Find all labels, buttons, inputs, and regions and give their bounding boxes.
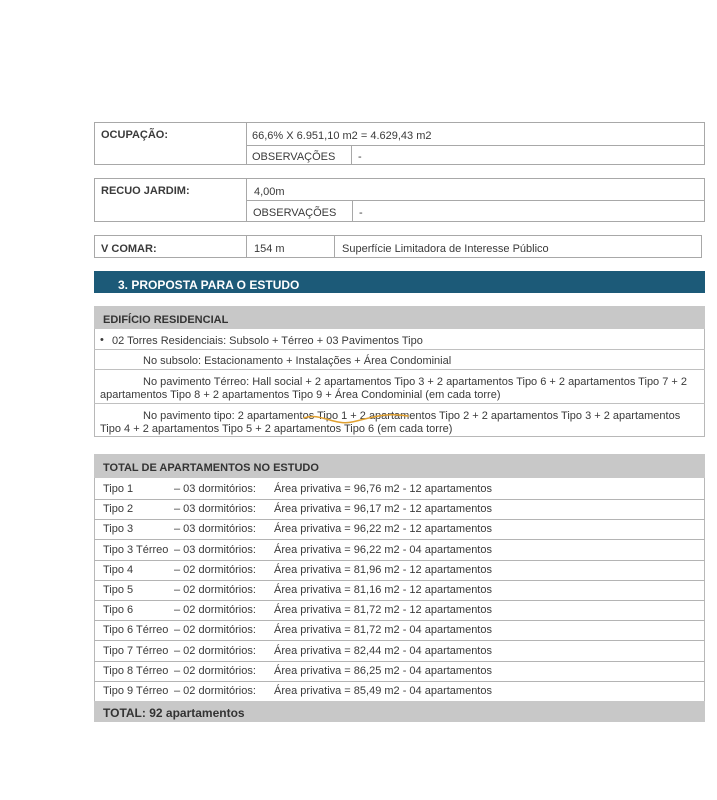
row-tipo: Tipo 2 [103,503,134,516]
table-row [94,479,705,500]
row-dormitorios: – 02 dormitórios: [174,584,256,596]
edificio-row-divider-2 [94,369,705,370]
total-footer [94,701,705,722]
row-dormitorios: – 03 dormitórios: [174,543,256,556]
comar-description: Superfície Limitadora de Interesse Público [342,243,549,255]
row-tipo: Tipo 6 [103,604,134,617]
comar-value: 154 m [254,243,285,255]
annotation-underline-icon [300,408,420,430]
row-dormitorios: – 02 dormitórios: [174,644,256,657]
row-area: Área privativa = 96,17 m2 - 12 apartamentos [274,503,492,516]
recuo-obs-label: OBSERVAÇÕES [253,207,337,219]
row-area: Área privativa = 81,72 m2 - 12 apartamentos [274,604,492,617]
ocupacao-divider [246,122,247,165]
ocupacao-obs-divider [351,145,352,165]
row-dormitorios: – 02 dormitórios: [174,685,256,697]
table-row [94,580,705,601]
row-area: Área privativa = 85,49 m2 - 04 apartamentos [274,685,492,697]
ocupacao-value: 66,6% X 6.951,10 m2 = 4.629,43 m2 [252,130,432,142]
comar-divider-2 [334,235,335,258]
edificio-header [94,306,705,329]
comar-divider-1 [246,235,247,258]
row-tipo: Tipo 7 Térreo [103,644,169,657]
row-tipo: Tipo 3 Térreo [103,543,169,556]
recuo-obs-value: - [359,207,363,219]
row-area: Área privativa = 96,22 m2 - 12 apartamentos [274,523,492,536]
table-row [94,560,705,581]
row-dormitorios: – 03 dormitórios: [174,503,256,516]
comar-label: V COMAR: [101,243,157,255]
row-area: Área privativa = 96,22 m2 - 04 apartamentos [274,543,492,556]
annotation-stroke [304,415,408,423]
row-tipo: Tipo 3 [103,523,134,536]
edificio-line-4b: Tipo 4 + 2 apartamentos Tipo 5 + 2 apartamentos Tipo 6 (em cada torre) [100,423,453,435]
row-tipo: Tipo 6 Térreo [103,624,169,637]
ocupacao-obs-label: OBSERVAÇÕES [252,151,336,163]
edificio-bullet: • [100,334,104,346]
edificio-line-2: No subsolo: Estacionamento + Instalações + Área Condominial [143,355,452,367]
row-tipo: Tipo 5 [103,584,134,596]
row-area: Área privativa = 81,96 m2 - 12 apartamentos [274,563,492,576]
row-dormitorios: – 02 dormitórios: [174,563,256,576]
section-banner [94,271,705,293]
row-tipo: Tipo 8 Térreo [103,664,169,677]
recuo-obs-divider [352,200,353,222]
ocupacao-row-divider [246,145,705,146]
table-row [94,519,705,540]
row-area: Área privativa = 96,76 m2 - 12 apartamentos [274,483,492,495]
edificio-line-1: 02 Torres Residenciais: Subsolo + Térreo + 03 Pavimentos Tipo [112,335,423,347]
edificio-header-label: EDIFÍCIO RESIDENCIAL [103,314,229,326]
row-area: Área privativa = 82,44 m2 - 04 apartamentos [274,644,492,657]
row-dormitorios: – 02 dormitórios: [174,624,256,637]
table-row [94,540,705,561]
ocupacao-label: OCUPAÇÃO: [101,129,169,141]
edificio-line-4a: No pavimento tipo: 2 apartamentos Tipo 1 + 2 apartamentos Tipo 2 + 2 apartamentos Tipo 3 + 2 apartamentos [143,410,681,422]
row-dormitorios: – 03 dormitórios: [174,523,256,536]
row-area: Área privativa = 86,25 m2 - 04 apartamentos [274,664,492,677]
row-area: Área privativa = 81,16 m2 - 12 apartamentos [274,584,492,596]
row-dormitorios: – 02 dormitórios: [174,604,256,617]
table-row [94,600,705,621]
recuo-label: RECUO JARDIM: [101,185,190,197]
total-header [94,454,705,478]
edificio-line-3b: apartamentos Tipo 8 + 2 apartamentos Tipo 9 + Área Condominial (em cada torre) [100,389,501,401]
table-row [94,661,705,682]
row-tipo: Tipo 9 Térreo [103,685,169,697]
total-header-label: TOTAL DE APARTAMENTOS NO ESTUDO [103,462,319,474]
row-tipo: Tipo 1 [103,483,134,495]
recuo-value: 4,00m [254,186,285,198]
recuo-row-divider [246,200,705,201]
table-row [94,620,705,641]
row-dormitorios: – 03 dormitórios: [174,483,256,495]
table-row [94,681,705,702]
ocupacao-obs-value: - [358,151,362,163]
ocupacao-table [94,122,705,165]
edificio-line-3a: No pavimento Térreo: Hall social + 2 apartamentos Tipo 3 + 2 apartamentos Tipo 6 + 2 apartamentos Tipo 7 + 2 [143,376,688,388]
row-area: Área privativa = 81,72 m2 - 04 apartamentos [274,624,492,637]
edificio-row-divider-3 [94,403,705,404]
total-footer-label: TOTAL: 92 apartamentos [103,706,245,720]
row-tipo: Tipo 4 [103,563,134,576]
table-row [94,499,705,520]
table-row [94,641,705,662]
section-title: 3. PROPOSTA PARA O ESTUDO [118,278,300,292]
edificio-row-divider-1 [94,349,705,350]
row-dormitorios: – 02 dormitórios: [174,664,256,677]
